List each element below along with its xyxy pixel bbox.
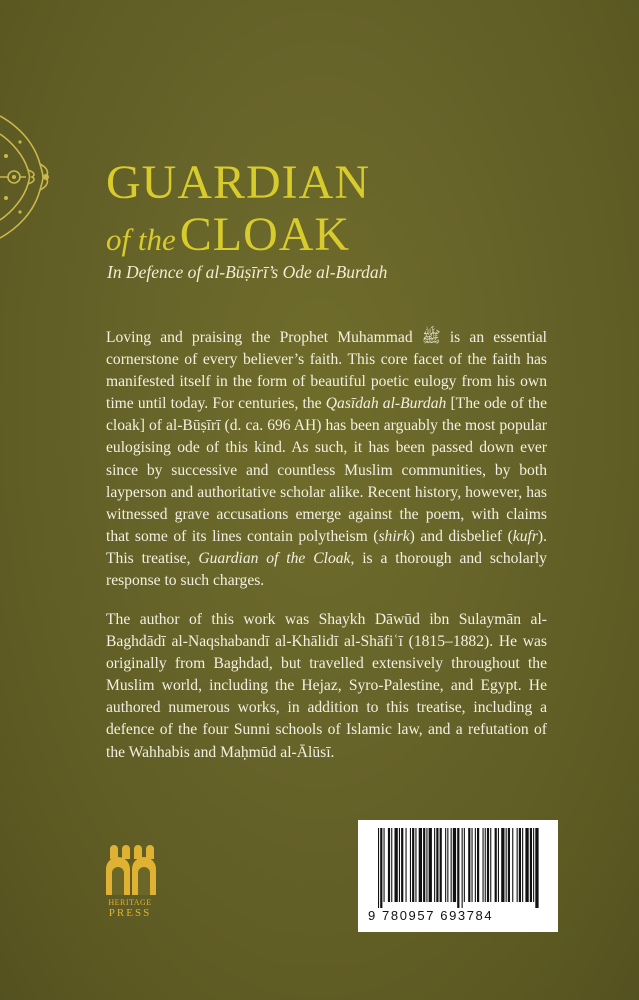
barcode-bar	[533, 828, 534, 902]
barcode-bar	[384, 828, 385, 902]
barcode-bar	[399, 828, 400, 902]
barcode-bar	[406, 828, 407, 902]
barcode-bar	[451, 828, 452, 902]
barcode-bars	[376, 828, 542, 908]
barcode-bar	[462, 828, 463, 908]
title-guardian: GUARDIAN	[106, 156, 370, 209]
subtitle: In Defence of al-Būṣīrī’s Ode al-Burdah	[107, 262, 388, 282]
barcode-bar	[475, 828, 476, 902]
barcode-bar	[419, 828, 422, 902]
barcode	[358, 820, 558, 932]
kufr-term: kufr	[512, 527, 538, 545]
barcode-bar	[530, 828, 532, 902]
barcode-bar	[436, 828, 438, 902]
barcode-bar	[391, 828, 392, 902]
barcode-bar	[453, 828, 456, 902]
title-of-the: of the	[106, 222, 176, 257]
barcode-bar	[447, 828, 448, 902]
publisher-press: PRESS	[108, 907, 152, 919]
barcode-bar	[517, 828, 518, 902]
barcode-bar	[490, 828, 491, 902]
barcode-bar	[445, 828, 446, 902]
paragraph-text: ) and disbelief (	[409, 527, 513, 545]
barcode-bar	[501, 828, 504, 902]
barcode-bar	[440, 828, 442, 902]
paragraph-text: , is a thorough and scholarly response to such charges.	[106, 549, 547, 590]
barcode-bar	[378, 828, 379, 908]
ornament-icon	[0, 112, 52, 242]
description-paragraph	[106, 327, 547, 592]
barcode-bar	[485, 828, 486, 902]
barcode-bar	[506, 828, 507, 902]
barcode-bar	[519, 828, 521, 902]
barcode-bar	[495, 828, 497, 902]
paragraph-text: [The ode of the cloak] of al-Būṣīrī (d. ca. 696 AH) has been arguably the most popular eulogising ode of this kind. As such, it has been passed down ever since by successive and countless Muslim communities, by both layperson and authoritative scholar alike. Recent history, however, has witnessed grave accusations emerge against the poem, with claims that some of its lines contain polytheism (	[106, 395, 547, 545]
barcode-bar	[415, 828, 416, 902]
barcode-bar	[410, 828, 411, 902]
barcode-bar	[483, 828, 484, 902]
barcode-bar	[508, 828, 510, 902]
book-title-reference: Guardian of the Cloak	[198, 549, 351, 567]
barcode-bar	[388, 828, 390, 902]
barcode-bar	[395, 828, 398, 902]
author-paragraph: The author of this work was Shaykh Dāwūd ibn Sulaymān al-Baghdādī al-Naqshabandī al-Khālidī al-Shāfiʿī (1815–1882). He was originally from Baghdad, but travelled extensively throughout the Muslim world, including the Hejaz, Syro-Palestine, and Egypt. He authored numerous works, in addition to this treatise, including a defence of the four Sunni schools of Islamic law, and a refutation of the Wahhabis and Maḥmūd al-Ālūsī.	[106, 611, 547, 761]
book-title	[106, 158, 526, 273]
barcode-bar	[522, 828, 523, 902]
paragraph-text: ). This treatise,	[106, 527, 547, 567]
barcode-bar	[434, 828, 435, 902]
barcode-bar	[487, 828, 489, 902]
barcode-bar	[498, 828, 499, 902]
publisher-name: HERITAGE	[108, 898, 152, 907]
paragraph-text: Loving and praising the Prophet Muhammad ﷺ is an essential cornerstone of every believer’s faith. This core facet of the faith has manifested itself in the form of beautiful poetic eulogy from his own time until today. For centuries, the	[106, 329, 547, 413]
barcode-bar	[423, 828, 425, 902]
title-cloak: CLOAK	[179, 208, 351, 261]
qasidah-term: Qasīdah al-Burdah	[325, 395, 447, 413]
barcode-bar	[412, 828, 414, 902]
barcode-bar	[380, 828, 382, 908]
barcode-bar	[535, 828, 538, 908]
barcode-bar	[426, 828, 427, 902]
barcode-bar	[477, 828, 479, 902]
barcode-bar	[401, 828, 403, 902]
shirk-term: shirk	[378, 527, 410, 545]
barcode-bar	[512, 828, 513, 902]
barcode-bar	[468, 828, 470, 902]
barcode-bar	[464, 828, 465, 902]
barcode-bar	[457, 828, 459, 908]
barcode-bar	[525, 828, 528, 902]
barcode-bar	[429, 828, 432, 902]
isbn-number: 9 780957 693784	[368, 908, 494, 923]
barcode-bar	[472, 828, 473, 902]
